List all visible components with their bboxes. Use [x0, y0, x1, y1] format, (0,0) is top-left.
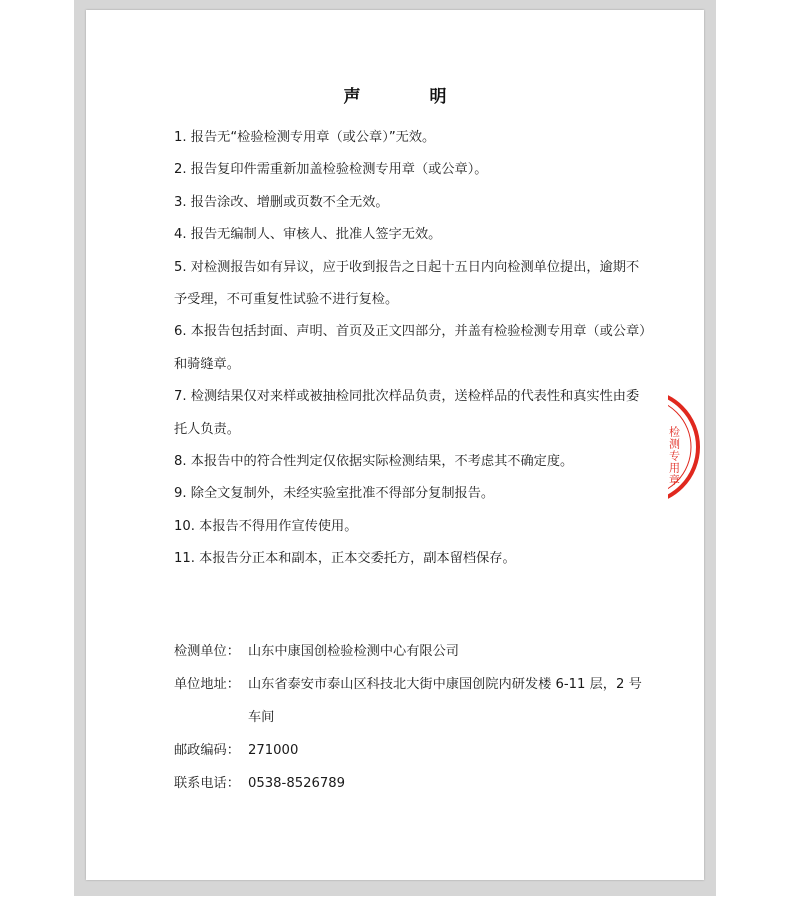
- clause-list: [174, 122, 650, 576]
- document-page: [86, 10, 704, 880]
- phone-value: 0538-8526789: [248, 776, 346, 791]
- phone-row: [174, 767, 654, 800]
- clause-item: 11. 本报告分正本和副本，正本交委托方，副本留档保存。: [174, 551, 516, 567]
- clause-item: 1. 报告无“检验检测专用章（或公章）”无效。: [174, 130, 436, 145]
- page-title: 声 明: [343, 87, 473, 107]
- postcode-row: [174, 734, 654, 767]
- clause-item: 2. 报告复印件需重新加盖检验检测专用章（或公章）。: [174, 162, 488, 178]
- clause-item: 10. 本报告不得用作宣传使用。: [174, 518, 358, 534]
- postcode-value: 271000: [248, 743, 299, 758]
- unit-label: 检测单位：: [174, 644, 240, 659]
- unit-row: [174, 635, 654, 668]
- seal-stamp-icon: [668, 386, 704, 508]
- address-row: [174, 668, 654, 734]
- address-value: 山东省泰安市泰山区科技北大街中康国创院内研发楼 6-11 层，2 号车间: [248, 677, 642, 725]
- seal-text: 检测专用章: [668, 426, 681, 486]
- clause-item: 6. 本报告包括封面、声明、首页及正文四部分，并盖有检验检测专用章（或公章）和骑缝章。: [174, 324, 646, 372]
- clause-item: 8. 本报告中的符合性判定仅依据实际检测结果，不考虑其不确定度。: [174, 454, 574, 470]
- clause-item: 5. 对检测报告如有异议，应于收到报告之日起十五日内向检测单位提出，逾期不予受理，不可重复性试验不进行复检。: [174, 259, 640, 308]
- clause-item: 7. 检测结果仅对来样或被抽检同批次样品负责，送检样品的代表性和真实性由委托人负责。: [174, 389, 640, 437]
- address-label: 单位地址：: [174, 677, 240, 692]
- seal-stamp-graphic: [668, 386, 704, 508]
- phone-label: 联系电话：: [174, 776, 240, 791]
- clause-item: 9. 除全文复制外，未经实验室批准不得部分复制报告。: [174, 486, 495, 502]
- clause-item: 4. 报告无编制人、审核人、批准人签字无效。: [174, 227, 442, 243]
- clause-item: 3. 报告涂改、增删或页数不全无效。: [174, 194, 389, 210]
- unit-value: 山东中康国创检验检测中心有限公司: [248, 644, 459, 659]
- contact-info: [174, 635, 654, 800]
- page-frame: [74, 0, 716, 896]
- postcode-label: 邮政编码：: [174, 743, 240, 758]
